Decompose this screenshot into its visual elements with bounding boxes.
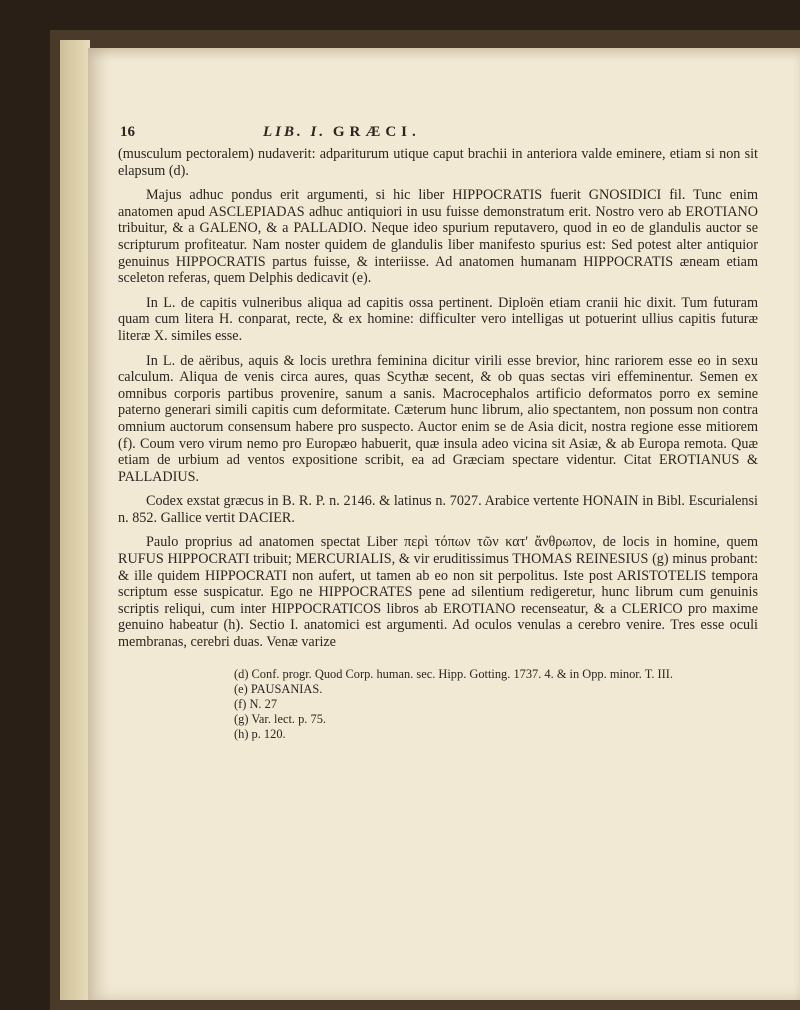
footnote: (g) Var. lect. p. 75. [234, 711, 326, 726]
running-title-book: LIB. I. [263, 124, 327, 140]
page-edges [60, 40, 90, 1000]
paragraph: In L. de aëribus, aquis & locis urethra feminina dicitur virili esse brevior, hinc rariorem esse eo in sexu calculum. Aliqua de venis circa aures, quas Scythæ secent, & ob quas sectas viri effeminentur. Semen ex omnibus corporis partibus provenire, sanum a sanis. Macrocephalos artificio deformatos porro ex semine paterno generari simili capitis cum deformitate. Cæterum hunc librum, alio spectantem, non possum non contra omnium auctorum consensum habere pro suspecto. Auctor enim se de Asia dicit, nostra regione esse mitiorem (f). Coum vero virum nemo pro Europæo habuerit, quæ insula adeo vicina sit Asiæ, & ab Europa remota. Quæ etiam de urbium ad ventos expositione scribit, ea ad Græciam spectare videntur. Citat EROTIANUS & PALLADIUS. [118, 352, 758, 485]
running-title [263, 124, 421, 141]
page-number: 16 [120, 124, 135, 140]
paragraph: In L. de capitis vulneribus aliqua ad capitis ossa pertinent. Diploën etiam cranii hic dixit. Tum futuram quam cum litera H. conparat, recte, & ex homine: difficulter vero intelligas ut potuerint ullius capitis futuræ literæ X. similes esse. [118, 294, 758, 344]
footnote: (f) N. 27 [234, 696, 278, 711]
footnotes [118, 667, 758, 742]
paragraph: Codex exstat græcus in B. R. P. n. 2146. & latinus n. 7027. Arabice vertente HONAIN in Bibl. Escurialensi n. 852. Gallice vertit DACIER. [118, 493, 758, 526]
paragraph: (musculum pectoralem) nudaverit: adpariturum utique caput brachii in anteriora valde eminere, etiam si non sit elapsum (d). [118, 146, 758, 179]
paragraph: Majus adhuc pondus erit argumenti, si hic liber HIPPOCRATIS fuerit GNOSIDICI fil. Tunc enim anatomen apud ASCLEPIADAS adhuc antiquiori in usu fuisse demonstratum erit. Nostro vero ab EROTIANO tribuitur, & a GALENO, & a PALLADIO. Neque ideo spurium reputavero, quod in eo de glandulis auctor se scripturum profiteatur. Nam noster quidem de glandulis liber manifesto spurius est: Sed potest alter antiquior genuinus HIPPOCRATIS partus fuisse, & interiisse. Ad anatomen humanam HIPPOCRATIS æneam etiam sceleton referas, quem Delphis dedicavit (e). [118, 187, 758, 287]
page-text [118, 118, 758, 742]
footnote: (e) PAUSANIAS. [234, 681, 323, 696]
footnote: (d) Conf. progr. Quod Corp. human. sec. Hipp. Gotting. 1737. 4. & in Opp. minor. T. III. [234, 666, 674, 681]
running-title-section: GRÆCI. [332, 124, 421, 140]
footnote: (h) p. 120. [234, 726, 286, 741]
paragraph: Paulo proprius ad anatomen spectat Liber περὶ τόπων τῶν κατ' ἄνθρωπον, de locis in homine, quem RUFUS HIPPOCRATI tribuit; MERCURIALIS, & vir eruditissimus THOMAS REINESIUS (g) minus probant: & ille quidem HIPPOCRATI non aufert, ut tamen ab eo non sit perpolitus. Iste post ARISTOTELIS tempora scriptum esse suspicatur. Ego ne HIPPOCRATES pene ad silentium redigeretur, hunc librum cum genuinis scriptis reliqui, cum inter HIPPOCRATICOS libros ab EROTIANO recenseatur, & a CLERICO pro maxime genuino habeatur (h). Sectio I. anatomici est argumenti. Ad oculos venulas a cerebro venire. Tres esse oculi membranas, cerebri duas. Venæ varize [118, 534, 758, 651]
running-head [118, 118, 758, 142]
